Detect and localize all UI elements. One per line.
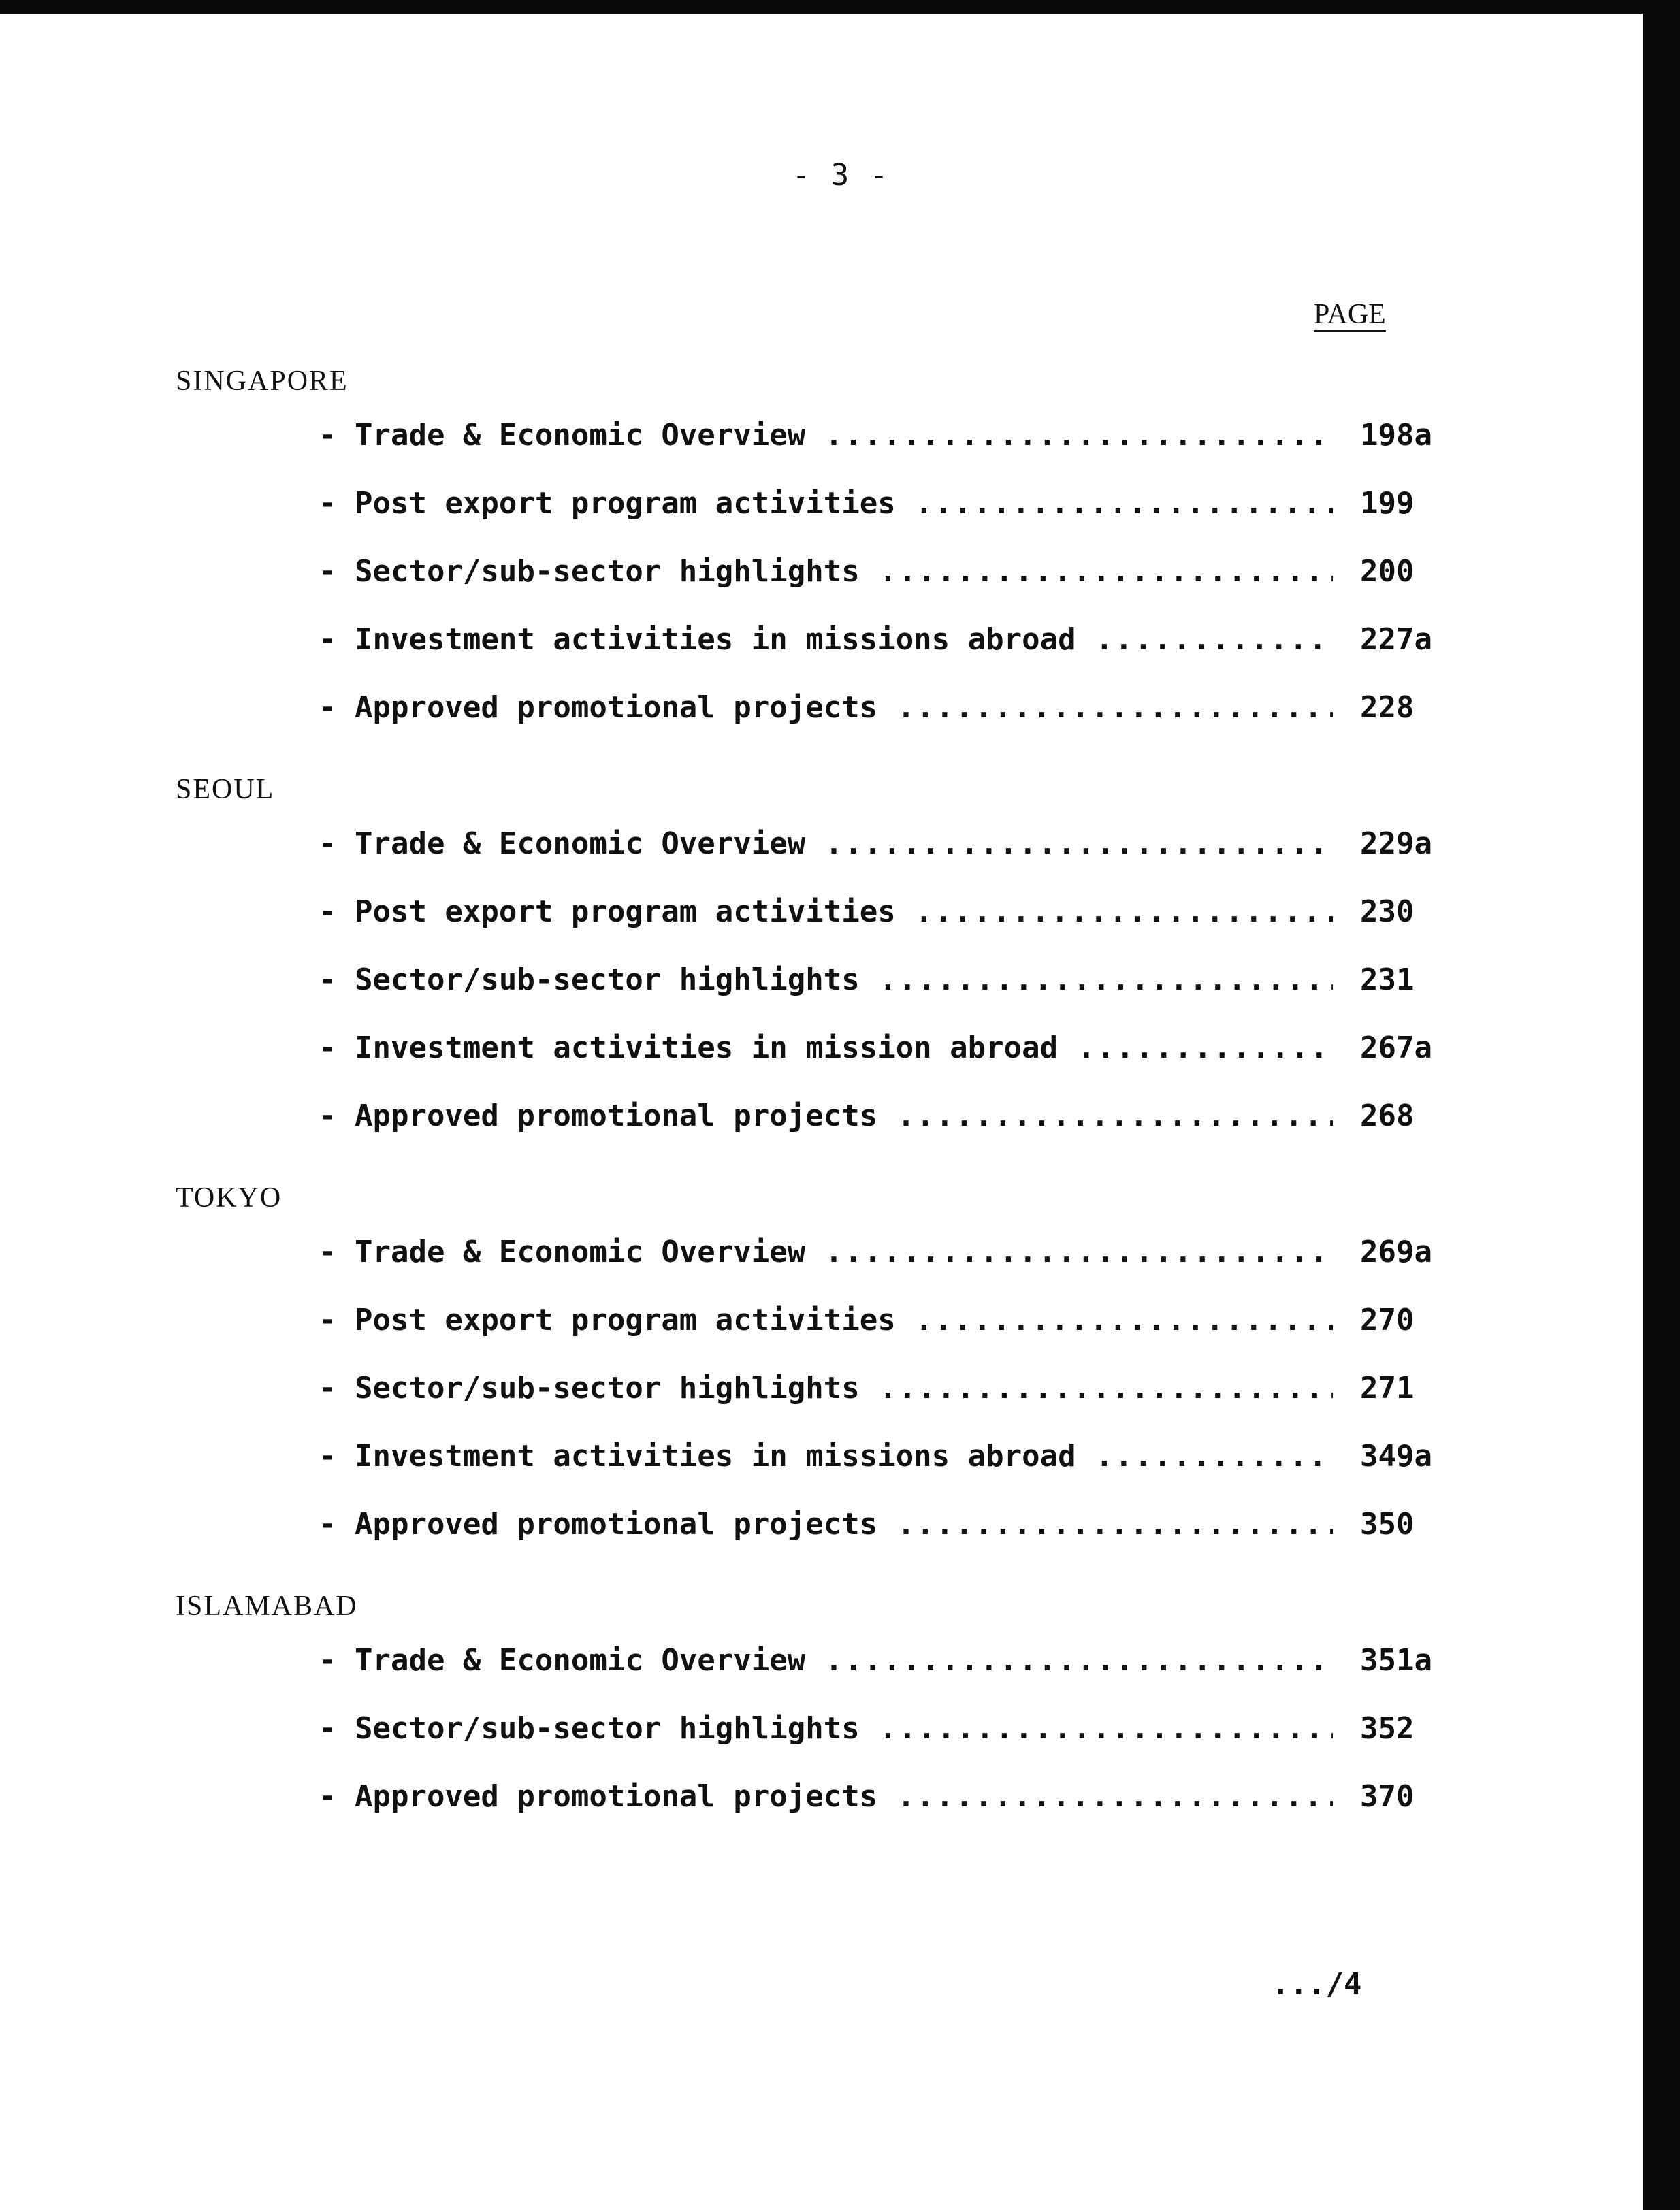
section-tokyo <box>176 1177 1469 1572</box>
toc-entry-page: 230 <box>1360 894 1415 929</box>
section-title: SINGAPORE <box>176 365 349 397</box>
toc-entry <box>176 960 1469 1028</box>
toc-entry-page: 267a <box>1360 1030 1432 1065</box>
toc-entry-page: 231 <box>1360 962 1415 997</box>
scan-border-right <box>1643 0 1680 2210</box>
section-singapore <box>176 361 1469 755</box>
toc-entry <box>176 1708 1469 1776</box>
toc-entry-label: - Sector/sub-sector highlights ..... <box>319 960 1333 1001</box>
toc-entry-page: 199 <box>1360 486 1415 521</box>
section-title: TOKYO <box>176 1182 282 1214</box>
toc-entry <box>176 1028 1469 1096</box>
toc-entry <box>176 415 1469 483</box>
toc-entry-label: - Trade & Economic Overview ..... <box>319 1640 1333 1681</box>
continuation-marker: .../4 <box>1272 1967 1362 2002</box>
toc-entry-page: 351a <box>1360 1643 1432 1678</box>
toc-entry-page: 270 <box>1360 1303 1415 1337</box>
toc-entry-label: - Post export program activities ..... <box>319 1300 1333 1341</box>
toc-entry-label: - Investment activities in mission abroad ..... <box>319 1028 1333 1069</box>
toc-entry-page: 370 <box>1360 1779 1415 1814</box>
toc-entry-page: 228 <box>1360 690 1415 725</box>
toc-entry <box>176 483 1469 551</box>
page-number: - 3 - <box>792 158 890 193</box>
toc-entry-page: 198a <box>1360 418 1432 453</box>
toc-entry-label: - Sector/sub-sector highlights ..... <box>319 1368 1333 1409</box>
toc-entry-label: - Approved promotional projects ..... <box>319 687 1333 728</box>
toc-entry <box>176 1300 1469 1368</box>
toc-entry-page: 350 <box>1360 1507 1415 1542</box>
toc-entry-label: - Trade & Economic Overview ..... <box>319 1232 1333 1273</box>
toc-entry <box>176 1232 1469 1300</box>
toc-entry-label: - Trade & Economic Overview ..... <box>319 824 1333 864</box>
toc-entry-page: 349a <box>1360 1439 1432 1474</box>
toc-entry <box>176 1504 1469 1572</box>
toc-entry-label: - Post export program activities ..... <box>319 892 1333 932</box>
toc-entry <box>176 619 1469 687</box>
page-column-header: PAGE <box>1314 299 1386 330</box>
toc-entry <box>176 824 1469 892</box>
toc-entry-page: 229a <box>1360 826 1432 861</box>
toc-entry <box>176 892 1469 960</box>
toc-entry <box>176 551 1469 619</box>
toc-entry-page: 352 <box>1360 1711 1415 1746</box>
toc-entry-label: - Post export program activities ..... <box>319 483 1333 524</box>
section-seoul <box>176 769 1469 1164</box>
toc-entry-page: 227a <box>1360 622 1432 657</box>
toc-entry-label: - Approved promotional projects ..... <box>319 1096 1333 1137</box>
section-title: ISLAMABAD <box>176 1591 358 1622</box>
toc-entry-page: 200 <box>1360 554 1415 589</box>
section-title: SEOUL <box>176 774 275 805</box>
toc-entry-page: 268 <box>1360 1099 1415 1133</box>
toc-entry <box>176 1436 1469 1504</box>
toc-entry-label: - Investment activities in missions abroad ..... <box>319 619 1333 660</box>
toc-entry-page: 269a <box>1360 1235 1432 1269</box>
scan-border-top <box>0 0 1680 14</box>
toc-entry <box>176 1640 1469 1708</box>
section-islamabad <box>176 1586 1469 1845</box>
toc-entry-page: 271 <box>1360 1371 1415 1405</box>
toc-entry-label: - Approved promotional projects ..... <box>319 1504 1333 1545</box>
toc-entry <box>176 1096 1469 1164</box>
toc-entry <box>176 1368 1469 1436</box>
toc-entry-label: - Sector/sub-sector highlights ..... <box>319 551 1333 592</box>
toc-entry-label: - Trade & Economic Overview ..... <box>319 415 1333 456</box>
toc-entry-label: - Approved promotional projects ..... <box>319 1776 1333 1817</box>
toc-entry-label: - Sector/sub-sector highlights ..... <box>319 1708 1333 1749</box>
toc-entry <box>176 1776 1469 1845</box>
toc-entry-label: - Investment activities in missions abroad ..... <box>319 1436 1333 1477</box>
toc-entry <box>176 687 1469 755</box>
